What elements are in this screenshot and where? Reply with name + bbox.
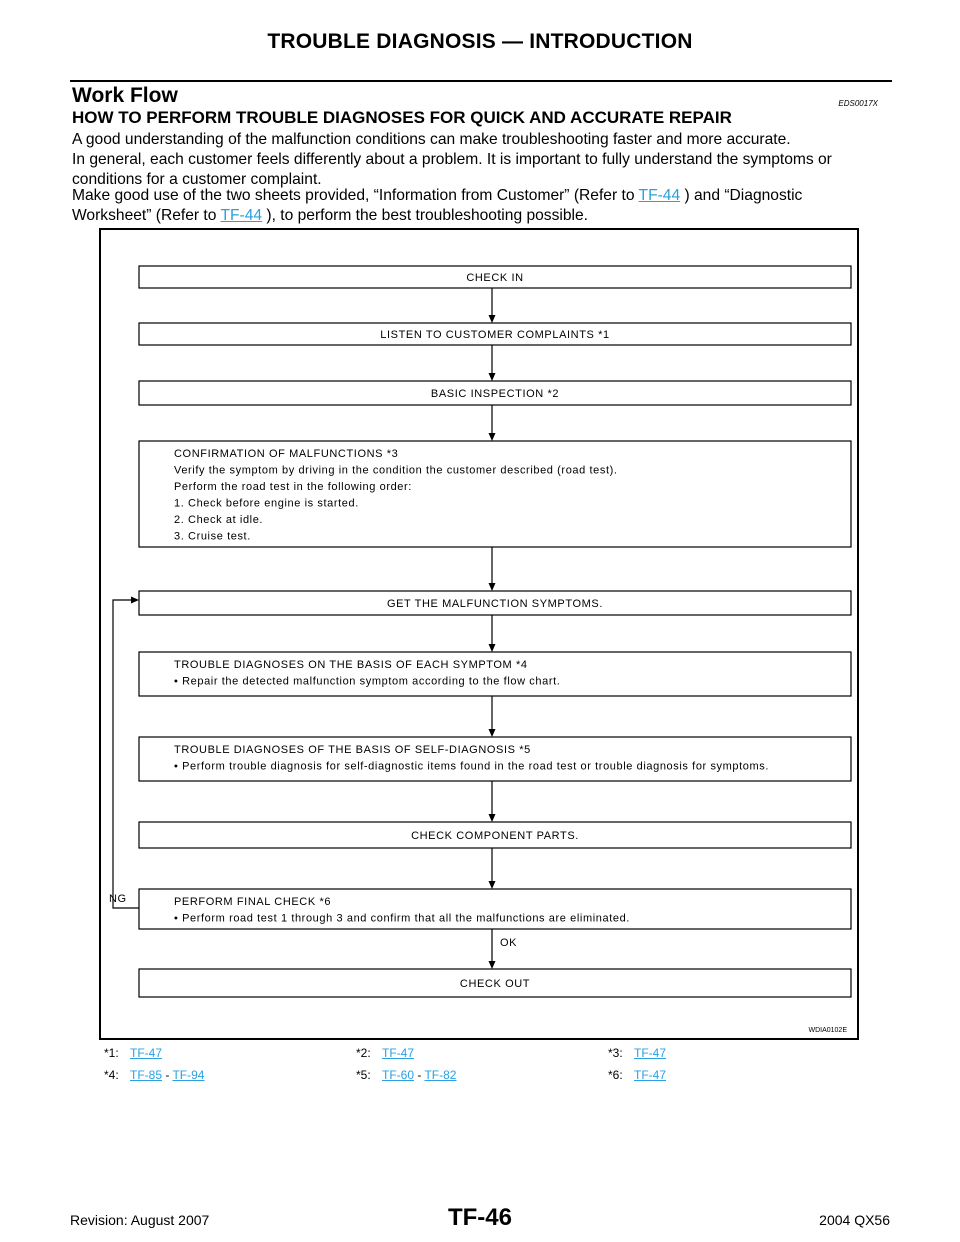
paragraph-text: ), to perform the best troubleshooting possible. [262,207,588,224]
flow-box-text: Verify the symptom by driving in the condition the customer described (road test). [174,464,618,477]
flow-box-text: BASIC INSPECTION *2 [430,388,560,400]
flow-arrow-head [489,433,496,441]
footnote-label: *2: [356,1046,371,1060]
flow-box-text: 3. Cruise test. [174,530,251,543]
paragraph-text: ) and “Diagnostic Worksheet” (Refer to [72,187,803,224]
footnote-2 [356,1046,414,1060]
intro-paragraph-3 [72,186,878,226]
flow-arrow-head [489,583,496,591]
footnote-4: *4: TF-85 - TF-94 [104,1068,205,1082]
flow-arrow-head [489,881,496,889]
page-number: TF-46 [447,1204,512,1231]
flow-box-text: CHECK IN [466,272,524,284]
footnote-label: *3: [608,1046,623,1060]
footnote-link[interactable]: TF-85 [130,1068,163,1082]
footnote-5: *5: TF-60 - TF-82 [356,1068,457,1082]
header-rule [70,80,892,82]
flow-box-text: Perform the road test in the following order: [174,481,412,493]
flow-box-text: CHECK OUT [459,978,531,990]
flow-arrow-head [489,961,496,969]
flow-arrow-head [489,315,496,323]
vehicle-model: 2004 QX56 [819,1212,890,1228]
footnote-link[interactable]: TF-47 [634,1046,667,1060]
flow-box-text: LISTEN TO CUSTOMER COMPLAINTS *1 [380,329,610,341]
flow-box-text: CHECK COMPONENT PARTS. [411,830,579,842]
flow-box-text: TROUBLE DIAGNOSES OF THE BASIS OF SELF-DIAGNOSIS *5 [174,744,531,756]
flow-box-text: 2. Check at idle. [174,514,264,526]
section-code: EDS0017X [838,99,878,108]
figure-code: WDIA0102E [808,1027,847,1034]
footnote-3 [608,1046,666,1060]
flow-box-text: • Perform road test 1 through 3 and confirm that all the malfunctions are eliminated. [174,912,630,925]
flow-arrow-head [489,373,496,381]
flow-box-text: • Perform trouble diagnosis for self-diagnostic items found in the road test or trouble diagnosis for symptoms. [174,760,770,773]
footnote-link[interactable]: TF-47 [130,1046,163,1060]
footnote-1 [104,1046,162,1060]
flow-box-text: 1. Check before engine is started. [174,497,359,510]
footnote-label: *5: [356,1068,371,1082]
work-flow-figure [99,228,859,1040]
flow-arrow-head [489,729,496,737]
footnote-6 [608,1068,666,1082]
section-subtitle: HOW TO PERFORM TROUBLE DIAGNOSES FOR QUICK AND ACCURATE REPAIR [72,108,732,127]
ng-loop-line [113,600,139,908]
flow-box-text: CONFIRMATION OF MALFUNCTIONS *3 [174,448,399,460]
ng-label: NG [109,893,127,905]
flow-box-text: TROUBLE DIAGNOSES ON THE BASIS OF EACH SYMPTOM *4 [174,659,528,671]
footnote-label: *1: [104,1046,119,1060]
flow-box-text: PERFORM FINAL CHECK *6 [174,896,332,908]
footnote-link[interactable]: TF-94 [172,1068,205,1082]
flow-arrow-head [489,814,496,822]
footnote-label: *4: [104,1068,119,1082]
revision-date: Revision: August 2007 [70,1212,210,1228]
section-title: Work Flow [72,84,178,107]
footnote-link[interactable]: TF-47 [382,1046,415,1060]
page-header-title: TROUBLE DIAGNOSIS — INTRODUCTION [267,30,693,53]
footnote-link[interactable]: TF-82 [424,1068,457,1082]
footnote-link[interactable]: TF-60 [382,1068,415,1082]
ng-loop-arrow-head [131,597,139,604]
link-tf-44-worksheet[interactable]: TF-44 [220,207,263,224]
paragraph-text: Make good use of the two sheets provided, “Information from Customer” (Refer to [72,187,639,204]
ok-label: OK [500,937,518,949]
intro-paragraph-2: In general, each customer feels differently about a problem. It is important to fully understand the symptoms or conditions for a customer complaint. [72,151,832,188]
footnote-label: *6: [608,1068,623,1082]
flow-box-text: GET THE MALFUNCTION SYMPTOMS. [386,598,604,610]
flow-box-text: • Repair the detected malfunction symptom according to the flow chart. [174,675,561,688]
link-tf-44-customer-info[interactable]: TF-44 [638,187,681,204]
work-flow-chart [101,230,857,1038]
footnote-link[interactable]: TF-47 [634,1068,667,1082]
flow-arrow-head [489,644,496,652]
intro-paragraph-1: A good understanding of the malfunction conditions can make troubleshooting faster and more accurate. [72,131,791,148]
